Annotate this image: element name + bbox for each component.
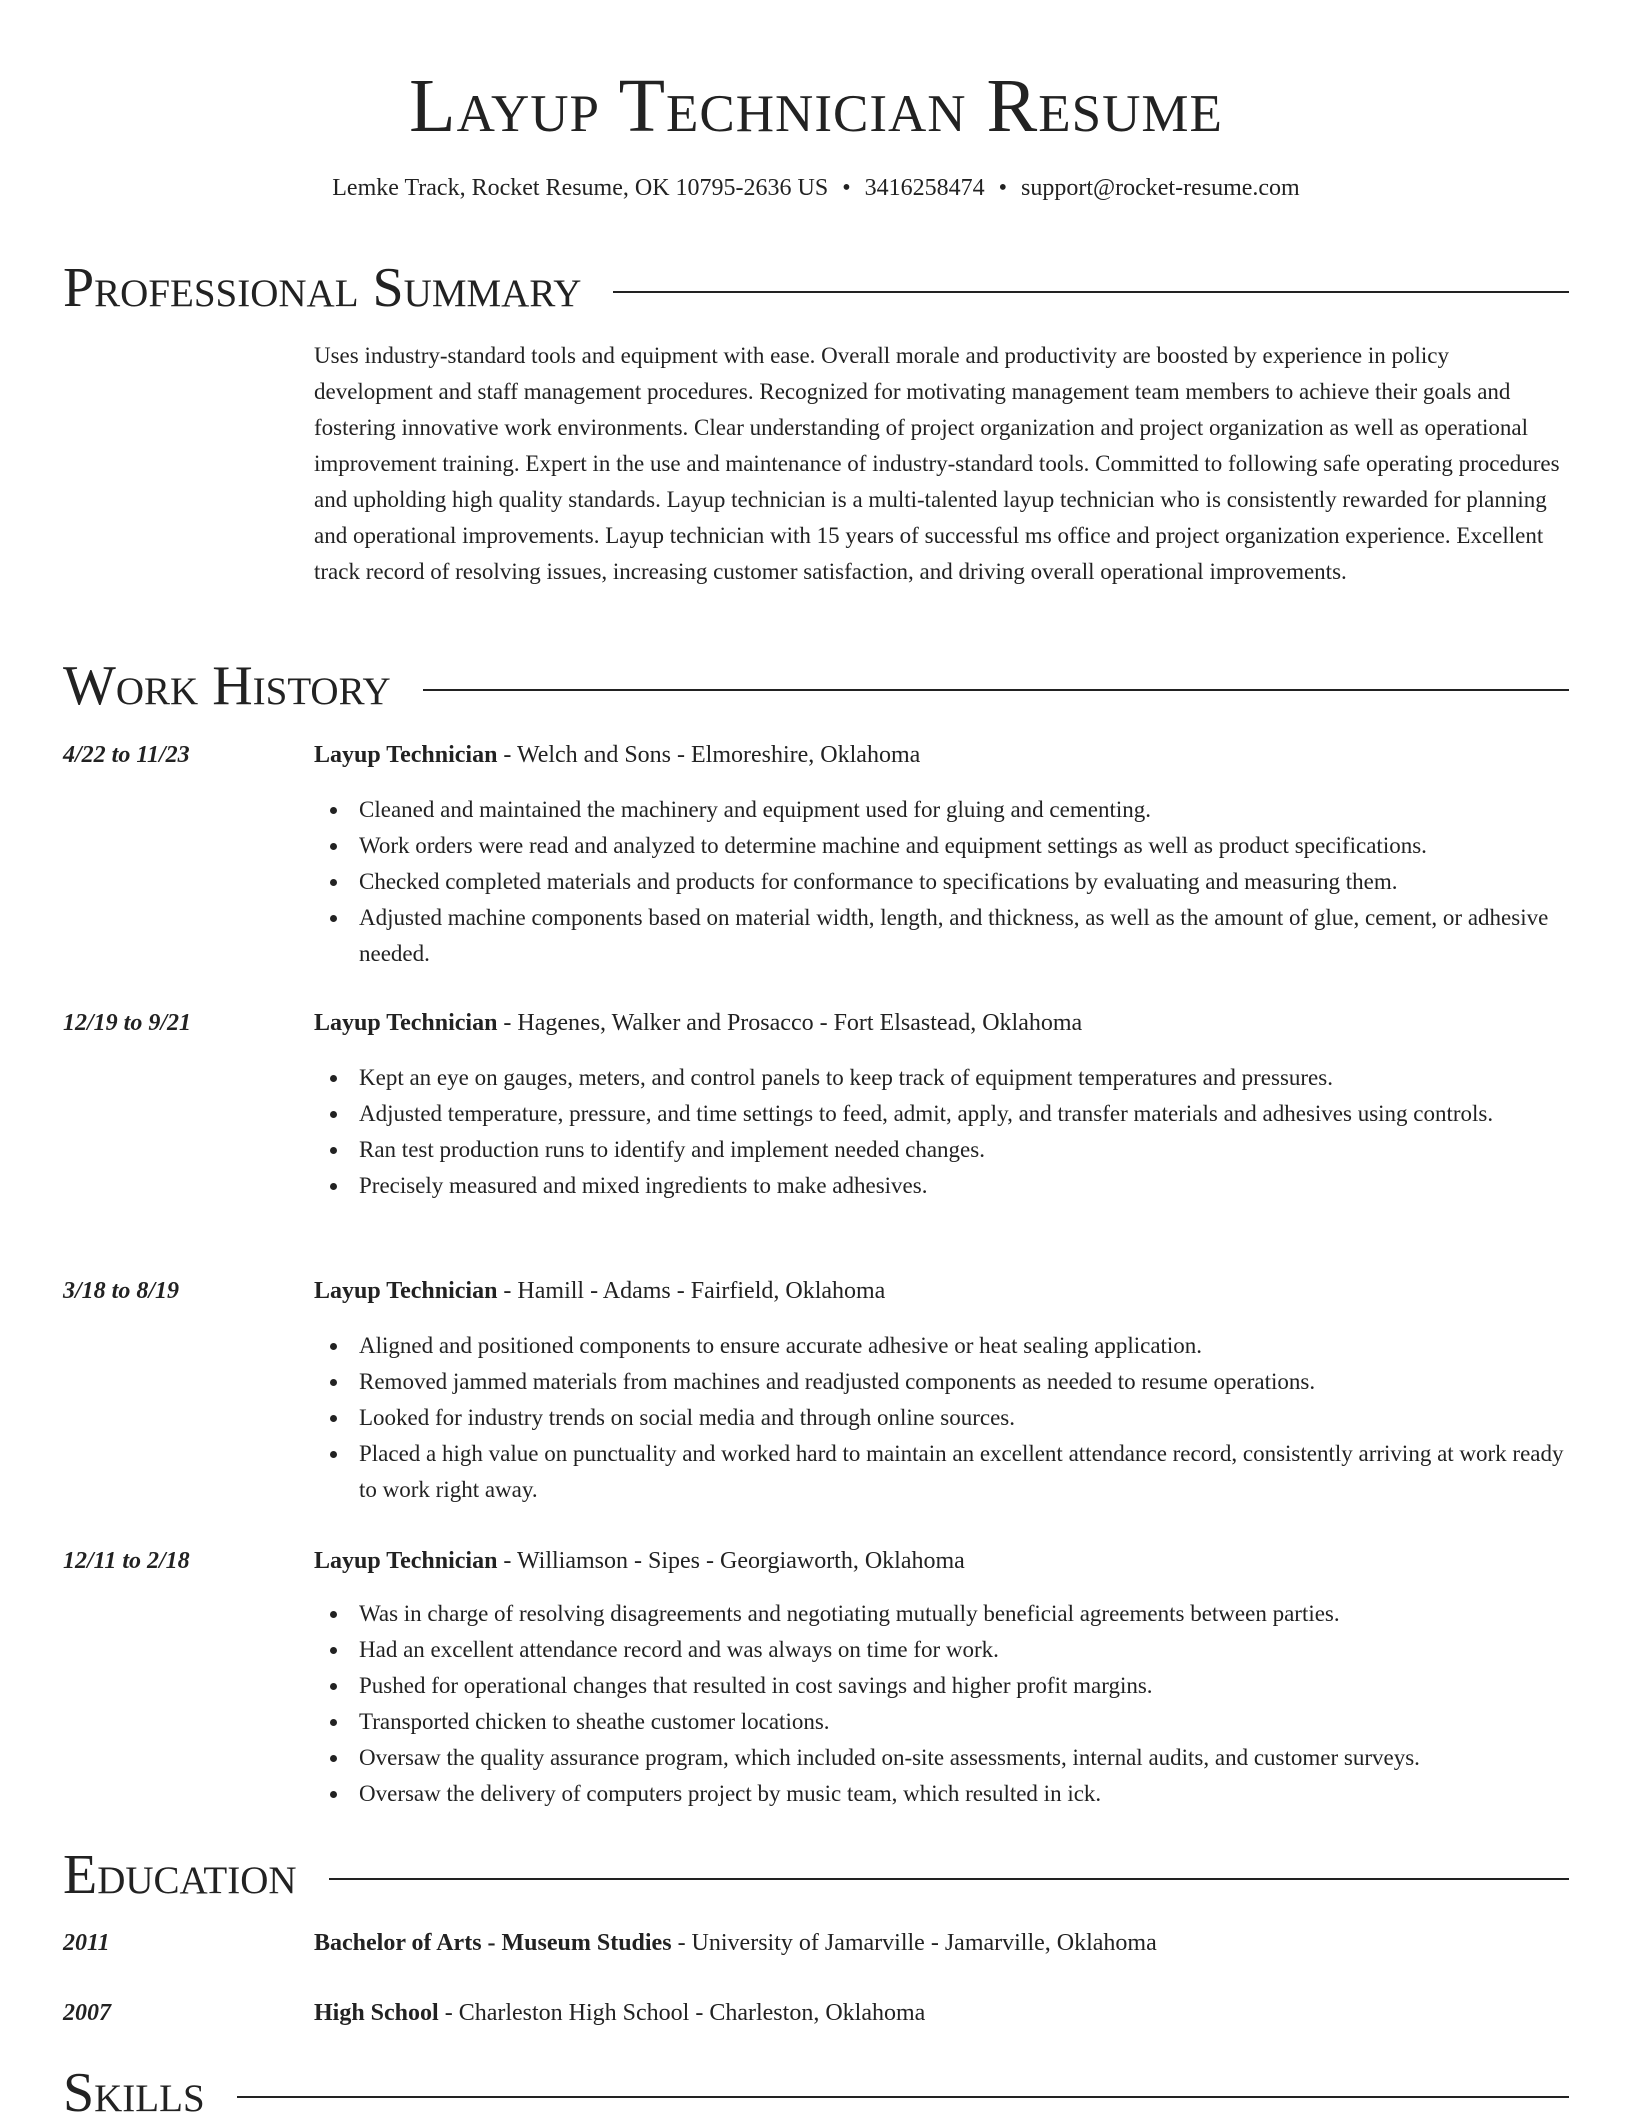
contact-phone: 3416258474 <box>864 175 985 201</box>
job-bullet: Oversaw the quality assurance program, which included on-site assessments, internal audits, and customer surveys. <box>359 1740 1570 1776</box>
education-entry <box>314 1997 1570 2029</box>
job-bullet: Placed a high value on punctuality and worked hard to maintain an excellent attendance record, consistently arriving at work ready to work right away. <box>359 1436 1570 1508</box>
job-bullet: Looked for industry trends on social media and through online sources. <box>359 1400 1570 1436</box>
job-bullet: Adjusted machine components based on material width, length, and thickness, as well as the amount of glue, cement, or adhesive needed. <box>359 900 1570 972</box>
resume-title: Layup Technician Resume <box>409 64 1223 148</box>
contact-address: Lemke Track, Rocket Resume, OK 10795-2636 US <box>332 175 829 201</box>
work-history-heading: Work History <box>63 655 391 717</box>
job-bullet-list <box>314 1328 1570 1508</box>
job-heading <box>314 1275 1570 1307</box>
education-entry <box>314 1927 1570 1959</box>
job-bullet: Removed jammed materials from machines and readjusted components as needed to resume operations. <box>359 1364 1570 1400</box>
job-position: Layup Technician <box>314 1278 498 1304</box>
skills-heading: Skills <box>63 2062 205 2124</box>
job-dates: 12/19 to 9/21 <box>63 1010 192 1036</box>
summary-text: Uses industry-standard tools and equipment with ease. Overall morale and productivity are boosted by experience in policy development and staff management procedures. Recognized for motivating management team members to achieve their goals and fostering innovative work environments. Clear understanding of project organization and project organization as well as operational improvement training. Expert in the use and maintenance of industry-standard tools. Committed to following safe operating procedures and upholding high quality standards. Layup technician is a multi-talented layup technician who is consistently rewarded for planning and operational improvements. Layup technician with 15 years of successful ms office and project organization experience. Excellent track record of resolving issues, increasing customer satisfaction, and driving overall operational improvements. <box>314 343 1560 584</box>
work-history-heading-row <box>63 651 1569 721</box>
education-year: 2011 <box>63 1930 110 1956</box>
job-bullet: Adjusted temperature, pressure, and time settings to feed, admit, apply, and transfer materials and adhesives using controls. <box>359 1096 1570 1132</box>
job-employer: - Welch and Sons - Elmoreshire, Oklahoma <box>497 742 921 768</box>
job-bullet: Ran test production runs to identify and implement needed changes. <box>359 1132 1570 1168</box>
contact-email: support@rocket-resume.com <box>1021 175 1300 201</box>
job-position: Layup Technician <box>314 742 498 768</box>
job-heading <box>314 1545 1570 1577</box>
job-bullet: Cleaned and maintained the machinery and equipment used for gluing and cementing. <box>359 792 1570 828</box>
job-bullet: Aligned and positioned components to ensure accurate adhesive or heat sealing application. <box>359 1328 1570 1364</box>
job-bullet: Pushed for operational changes that resulted in cost savings and higher profit margins. <box>359 1668 1570 1704</box>
job-position: Layup Technician <box>314 1010 498 1036</box>
education-heading: Education <box>63 1844 297 1906</box>
summary-heading-row <box>63 253 1569 323</box>
section-divider <box>423 689 1569 691</box>
job-employer: - Hamill - Adams - Fairfield, Oklahoma <box>497 1278 886 1304</box>
job-heading <box>314 1007 1570 1039</box>
job-bullet: Checked completed materials and products for conformance to specifications by evaluating and measuring them. <box>359 864 1570 900</box>
job-dates: 12/11 to 2/18 <box>63 1548 190 1574</box>
job-heading <box>314 739 1570 771</box>
job-bullet: Had an excellent attendance record and was always on time for work. <box>359 1632 1570 1668</box>
section-divider <box>329 1878 1569 1880</box>
education-degree: Bachelor of Arts - Museum Studies <box>314 1930 672 1956</box>
contact-separator: • <box>998 175 1008 201</box>
contact-separator: • <box>842 175 851 201</box>
education-school: - University of Jamarville - Jamarville, Oklahoma <box>671 1930 1157 1956</box>
job-bullet: Oversaw the delivery of computers project by music team, which resulted in ick. <box>359 1776 1570 1812</box>
contact-line <box>0 172 1632 204</box>
job-bullet: Transported chicken to sheathe customer locations. <box>359 1704 1570 1740</box>
job-employer: - Williamson - Sipes - Georgiaworth, Oklahoma <box>497 1548 965 1574</box>
education-degree: High School <box>314 2000 439 2026</box>
job-bullet-list <box>314 1596 1570 1812</box>
summary-heading: Professional Summary <box>63 257 582 319</box>
section-divider <box>237 2096 1569 2098</box>
education-school: - Charleston High School - Charleston, Oklahoma <box>438 2000 926 2026</box>
job-bullet: Work orders were read and analyzed to determine machine and equipment settings as well as product specifications. <box>359 828 1570 864</box>
job-dates: 4/22 to 11/23 <box>63 742 190 768</box>
job-dates: 3/18 to 8/19 <box>63 1278 180 1304</box>
skills-heading-row <box>63 2058 1569 2128</box>
job-position: Layup Technician <box>314 1548 498 1574</box>
job-bullet: Was in charge of resolving disagreements and negotiating mutually beneficial agreements between parties. <box>359 1596 1570 1632</box>
section-divider <box>613 291 1569 293</box>
job-bullet-list <box>314 1060 1570 1204</box>
education-heading-row <box>63 1840 1569 1910</box>
job-employer: - Hagenes, Walker and Prosacco - Fort Elsastead, Oklahoma <box>497 1010 1083 1036</box>
job-bullet-list <box>314 792 1570 972</box>
education-year: 2007 <box>63 2000 111 2026</box>
job-bullet: Kept an eye on gauges, meters, and control panels to keep track of equipment temperatures and pressures. <box>359 1060 1570 1096</box>
job-bullet: Precisely measured and mixed ingredients to make adhesives. <box>359 1168 1570 1204</box>
